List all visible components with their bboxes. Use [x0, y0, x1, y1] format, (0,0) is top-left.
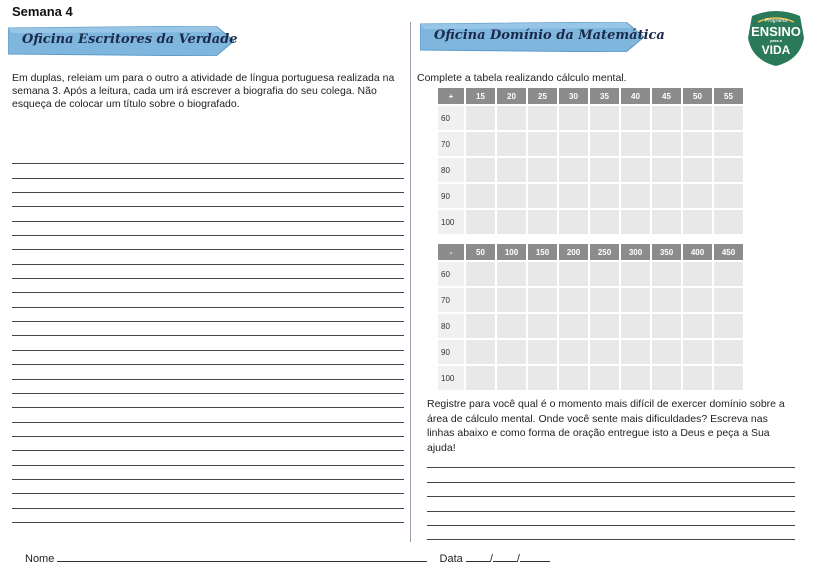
subtraction-table-header [438, 244, 743, 260]
answer-cell[interactable] [466, 288, 495, 312]
writing-line[interactable] [12, 437, 404, 451]
table-column-header: 400 [683, 244, 712, 260]
writers-workshop-banner [8, 26, 238, 56]
answer-cell[interactable] [683, 262, 712, 286]
date-month-field[interactable] [493, 551, 517, 562]
writing-line[interactable] [12, 494, 404, 508]
answer-cell[interactable] [652, 288, 681, 312]
answer-cell[interactable] [528, 288, 557, 312]
table-row [438, 340, 743, 364]
table-column-header: 450 [714, 244, 743, 260]
answer-cell[interactable] [497, 106, 526, 130]
answer-cell[interactable] [497, 184, 526, 208]
answer-cell[interactable] [590, 106, 619, 130]
table-row [438, 366, 743, 390]
answer-cell[interactable] [652, 184, 681, 208]
table-row [438, 158, 743, 182]
writing-line[interactable] [12, 351, 404, 365]
table-row-header: 70 [438, 132, 464, 156]
answer-cell[interactable] [621, 132, 650, 156]
table-row-header: 80 [438, 314, 464, 338]
answer-cell[interactable] [559, 106, 588, 130]
answer-cell[interactable] [466, 184, 495, 208]
writing-line[interactable] [12, 179, 404, 193]
answer-cell[interactable] [559, 340, 588, 364]
answer-cell[interactable] [683, 184, 712, 208]
table-row [438, 288, 743, 312]
answer-cell[interactable] [652, 262, 681, 286]
answer-cell[interactable] [466, 366, 495, 390]
answer-cell[interactable] [714, 262, 743, 286]
table-row [438, 106, 743, 130]
logo-ensino-text: ENSINO [751, 24, 801, 39]
writing-line[interactable] [12, 308, 404, 322]
answer-cell[interactable] [497, 340, 526, 364]
answer-cell[interactable] [652, 158, 681, 182]
table-row [438, 210, 743, 234]
writing-line[interactable] [427, 468, 795, 482]
answer-cell[interactable] [497, 288, 526, 312]
answer-cell[interactable] [528, 158, 557, 182]
answer-cell[interactable] [497, 366, 526, 390]
answer-cell[interactable] [683, 366, 712, 390]
answer-cell[interactable] [621, 340, 650, 364]
table-row-header: 100 [438, 210, 464, 234]
answer-cell[interactable] [559, 158, 588, 182]
math-workshop-banner [420, 22, 665, 52]
table-column-header: 15 [466, 88, 495, 104]
writing-line[interactable] [12, 293, 404, 307]
answer-cell[interactable] [621, 158, 650, 182]
answer-cell[interactable] [621, 262, 650, 286]
answer-cell[interactable] [590, 366, 619, 390]
table-column-header: 150 [528, 244, 557, 260]
writing-line[interactable] [12, 509, 404, 523]
answer-cell[interactable] [559, 210, 588, 234]
subtraction-table [436, 242, 745, 392]
table-row-header: 90 [438, 184, 464, 208]
writers-workshop-title: Oficina Escritores da Verdade [22, 32, 238, 47]
writing-line[interactable] [12, 408, 404, 422]
table-column-header: 40 [621, 88, 650, 104]
reflection-instructions: Registre para você qual é o momento mais difícil de exercer domínio sobre a área de cálculo mental. Onde você sente mais dificuldades? Escreva nas linhas abaixo e como forma de oração entregue isto a Deus e peça a Sua ajuda! [427, 398, 785, 454]
answer-cell[interactable] [714, 158, 743, 182]
table-column-header: 250 [590, 244, 619, 260]
table-row [438, 132, 743, 156]
table-column-header: 100 [497, 244, 526, 260]
table-row-header: 80 [438, 158, 464, 182]
writing-line[interactable] [12, 336, 404, 350]
answer-cell[interactable] [590, 288, 619, 312]
answer-cell[interactable] [497, 132, 526, 156]
answer-cell[interactable] [714, 106, 743, 130]
answer-cell[interactable] [652, 132, 681, 156]
logo-program-text: Programa [765, 18, 787, 24]
reflection-writing-area[interactable] [427, 454, 795, 540]
answer-cell[interactable] [652, 340, 681, 364]
table-row-header: 60 [438, 262, 464, 286]
table-row-header: 90 [438, 340, 464, 364]
date-label: Data [439, 553, 463, 565]
writing-line[interactable] [12, 236, 404, 250]
ensino-para-vida-logo [744, 8, 808, 68]
writing-line[interactable] [12, 480, 404, 494]
answer-cell[interactable] [466, 262, 495, 286]
table-column-header: 30 [559, 88, 588, 104]
answer-cell[interactable] [590, 132, 619, 156]
table-row-header: 60 [438, 106, 464, 130]
answer-cell[interactable] [652, 210, 681, 234]
answer-cell[interactable] [528, 184, 557, 208]
answer-cell[interactable] [466, 314, 495, 338]
math-workshop-title: Oficina Domínio da Matemática [434, 28, 665, 43]
answer-cell[interactable] [714, 288, 743, 312]
answer-cell[interactable] [714, 366, 743, 390]
answer-cell[interactable] [683, 106, 712, 130]
name-label: Nome [25, 553, 55, 565]
table-row [438, 262, 743, 286]
answer-cell[interactable] [528, 262, 557, 286]
table-operator: + [438, 88, 464, 104]
biography-writing-area[interactable] [12, 150, 404, 523]
date-year-field[interactable] [520, 551, 550, 562]
table-column-header: 350 [652, 244, 681, 260]
table-row [438, 184, 743, 208]
answer-cell[interactable] [683, 158, 712, 182]
biography-instructions: Em duplas, releiam um para o outro a atividade de língua portuguesa realizada na semana 3. Após a leitura, cada um irá escrever a biografia do seu colega. Não esqueça de colocar um título sobre o biografado. [12, 72, 395, 110]
answer-cell[interactable] [590, 314, 619, 338]
writing-line[interactable] [12, 265, 404, 279]
answer-cell[interactable] [652, 366, 681, 390]
writing-line[interactable] [12, 466, 404, 480]
answer-cell[interactable] [652, 314, 681, 338]
answer-cell[interactable] [528, 210, 557, 234]
table-column-header: 45 [652, 88, 681, 104]
answer-cell[interactable] [714, 184, 743, 208]
writing-line[interactable] [12, 322, 404, 336]
answer-cell[interactable] [621, 210, 650, 234]
answer-cell[interactable] [683, 210, 712, 234]
table-column-header: 300 [621, 244, 650, 260]
answer-cell[interactable] [528, 106, 557, 130]
writing-line[interactable] [12, 394, 404, 408]
answer-cell[interactable] [590, 262, 619, 286]
answer-cell[interactable] [652, 106, 681, 130]
writing-line[interactable] [12, 150, 404, 164]
answer-cell[interactable] [497, 314, 526, 338]
answer-cell[interactable] [559, 288, 588, 312]
answer-cell[interactable] [497, 158, 526, 182]
answer-cell[interactable] [590, 184, 619, 208]
date-separator: / [489, 553, 493, 565]
answer-cell[interactable] [559, 262, 588, 286]
writing-line[interactable] [12, 207, 404, 221]
answer-cell[interactable] [559, 366, 588, 390]
writing-line[interactable] [12, 451, 404, 465]
name-field[interactable] [57, 551, 427, 562]
table-row [438, 314, 743, 338]
table-column-header: 20 [497, 88, 526, 104]
table-column-header: 25 [528, 88, 557, 104]
writing-line[interactable] [12, 423, 404, 437]
date-separator: / [516, 553, 520, 565]
logo-para-text: para a [770, 38, 782, 43]
writing-line[interactable] [427, 512, 795, 526]
answer-cell[interactable] [714, 132, 743, 156]
table-row-header: 70 [438, 288, 464, 312]
answer-cell[interactable] [683, 314, 712, 338]
writing-line[interactable] [12, 380, 404, 394]
addition-table-header [438, 88, 743, 104]
answer-cell[interactable] [683, 132, 712, 156]
answer-cell[interactable] [466, 106, 495, 130]
writing-line[interactable] [12, 164, 404, 178]
table-column-header: 200 [559, 244, 588, 260]
answer-cell[interactable] [683, 340, 712, 364]
table-column-header: 35 [590, 88, 619, 104]
table-instructions: Complete a tabela realizando cálculo mental. [417, 72, 627, 84]
answer-cell[interactable] [466, 158, 495, 182]
writing-line[interactable] [12, 222, 404, 236]
footer [25, 551, 550, 565]
answer-cell[interactable] [590, 158, 619, 182]
answer-cell[interactable] [559, 314, 588, 338]
table-column-header: 50 [683, 88, 712, 104]
answer-cell[interactable] [621, 184, 650, 208]
writing-line[interactable] [427, 526, 795, 540]
answer-cell[interactable] [497, 262, 526, 286]
answer-cell[interactable] [528, 132, 557, 156]
writing-line[interactable] [12, 365, 404, 379]
writing-line[interactable] [427, 483, 795, 497]
answer-cell[interactable] [466, 340, 495, 364]
answer-cell[interactable] [559, 132, 588, 156]
answer-cell[interactable] [714, 210, 743, 234]
answer-cell[interactable] [528, 314, 557, 338]
answer-cell[interactable] [590, 340, 619, 364]
answer-cell[interactable] [621, 288, 650, 312]
addition-table [436, 86, 745, 236]
answer-cell[interactable] [621, 314, 650, 338]
answer-cell[interactable] [466, 210, 495, 234]
column-divider [410, 22, 411, 542]
answer-cell[interactable] [621, 106, 650, 130]
table-column-header: 55 [714, 88, 743, 104]
answer-cell[interactable] [621, 366, 650, 390]
answer-cell[interactable] [497, 210, 526, 234]
answer-cell[interactable] [528, 366, 557, 390]
table-column-header: 50 [466, 244, 495, 260]
writing-line[interactable] [12, 279, 404, 293]
table-row-header: 100 [438, 366, 464, 390]
answer-cell[interactable] [466, 132, 495, 156]
answer-cell[interactable] [590, 210, 619, 234]
writing-line[interactable] [427, 454, 795, 468]
logo-vida-text: VIDA [761, 43, 791, 57]
answer-cell[interactable] [528, 340, 557, 364]
writing-line[interactable] [12, 250, 404, 264]
answer-cell[interactable] [714, 314, 743, 338]
answer-cell[interactable] [714, 340, 743, 364]
answer-cell[interactable] [559, 184, 588, 208]
table-operator: - [438, 244, 464, 260]
writing-line[interactable] [12, 193, 404, 207]
answer-cell[interactable] [683, 288, 712, 312]
writing-line[interactable] [427, 497, 795, 511]
week-title: Semana 4 [12, 4, 73, 19]
date-day-field[interactable] [466, 551, 490, 562]
